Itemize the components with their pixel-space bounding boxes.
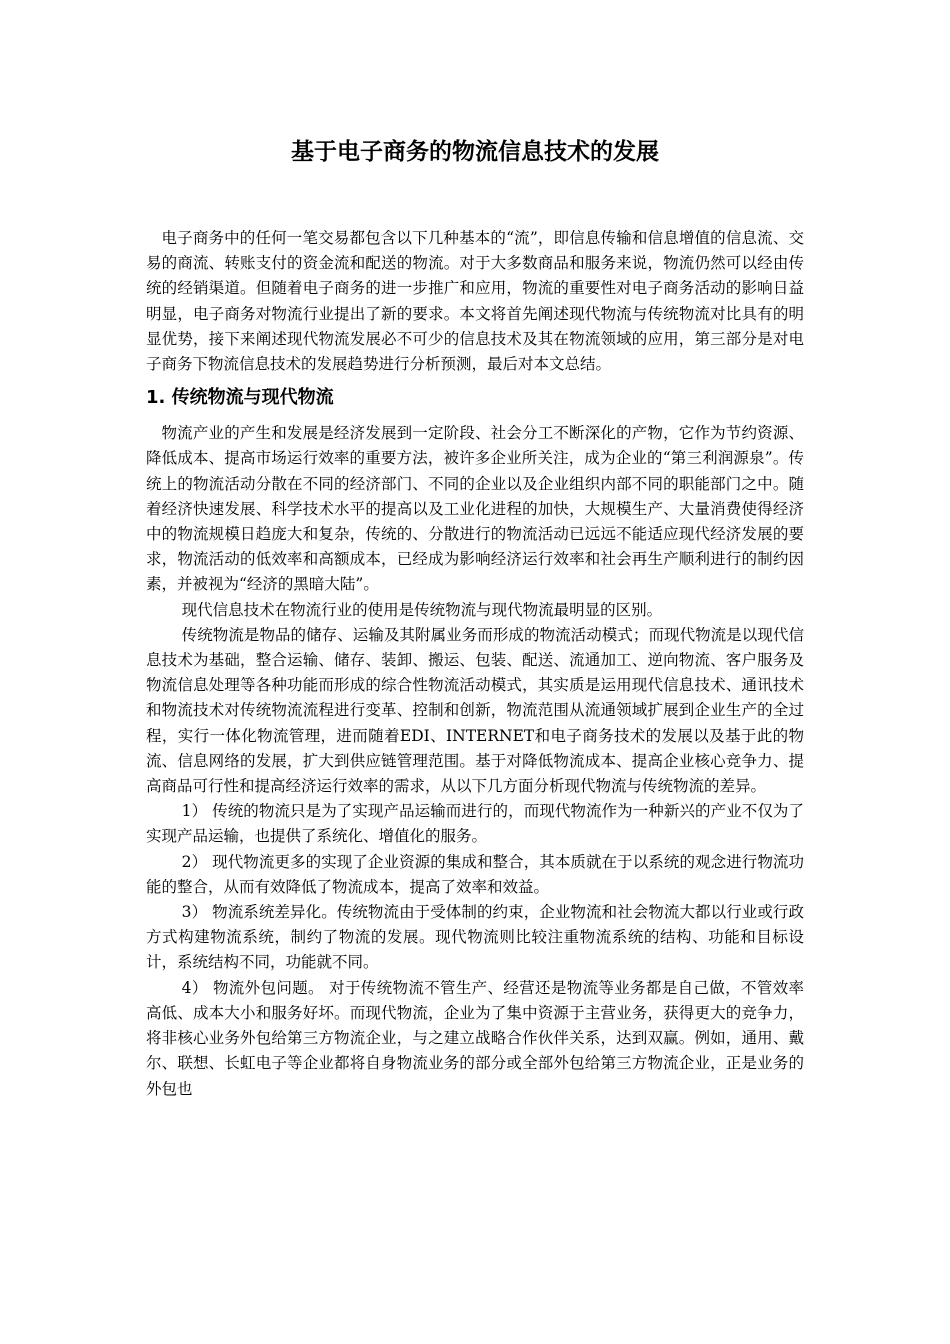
intro-paragraph: 电子商务中的任何一笔交易都包含以下几种基本的“流”，即信息传输和信息增值的信息流、交易的商流、转账支付的资金流和配送的物流。对于大多数商品和服务来说，物流仍然可以经由传统的经销渠道。但随着电子商务的进一步推广和应用，物流的重要性对电子商务活动的影响日益明显，电子商务对物流行业提出了新的要求。本文将首先阐述现代物流与传统物流对比具有的明显优势，接下来阐述现代物流发展必不可少的信息技术及其在物流领域的应用，第三部分是对电子商务下物流信息技术的发展趋势进行分析预测，最后对本文总结。 (146, 229, 804, 374)
body-paragraph: 物流产业的产生和发展是经济发展到一定阶段、社会分工不断深化的产物，它作为节约资源、降低成本、提高市场运行效率的重要方法，被许多企业所关注，成为企业的“第三利润源泉”。传统上的物流活动分散在不同的经济部门、不同的企业以及企业组织内部不同的职能部门之中。随着经济快速发展、科学技术水平的提高以及工业化进程的加快，大规模生产、大量消费使得经济中的物流规模日趋庞大和复杂，传统的、分散进行的物流活动已远远不能适应现代经济发展的要求，物流活动的低效率和高额成本，已经成为影响经济运行效率和社会再生产顺利进行的制约因素，并被视为“经济的黑暗大陆”。 (146, 424, 804, 594)
list-item: 3） 物流系统差异化。传统物流由于受体制的约束，企业物流和社会物流大都以行业或行政方式构建物流系统，制约了物流的发展。现代物流则比较注重物流系统的结构、功能和目标设计，系统结构不同，功能就不同。 (146, 903, 804, 972)
body-paragraph: 传统物流是物品的储存、运输及其附属业务而形成的物流活动模式；而现代物流是以现代信息技术为基础，整合运输、储存、装卸、搬运、包装、配送、流通加工、逆向物流、客户服务及物流信息处理等各种功能而形成的综合性物流活动模式，其实质是运用现代信息技术、通讯技术和物流技术对传统物流流程进行变革、控制和创新，物流范围从流通领域扩展到企业生产的全过程，实行一体化物流管理，进而随着EDI、INTERNET和电子商务技术的发展以及基于此的物流、信息网络的发展，扩大到供应链管理范围。基于对降低物流成本、提高企业核心竞争力、提高商品可行性和提高经济运行效率的需求，从以下几方面分析现代物流与传统物流的差异。 (146, 625, 804, 796)
document-title: 基于电子商务的物流信息技术的发展 (291, 139, 659, 165)
list-item: 2） 现代物流更多的实现了企业资源的集成和整合，其本质就在于以系统的观念进行物流功能的整合，从而有效降低了物流成本，提高了效率和效益。 (146, 852, 804, 896)
document-body (146, 226, 804, 1102)
body-paragraph: 现代信息技术在物流行业的使用是传统物流与现代物流最明显的区别。 (181, 600, 663, 619)
section-heading: 1. 传统物流与现代物流 (146, 387, 334, 409)
list-item: 4） 物流外包问题。 对于传统物流不管生产、经营还是物流等业务都是自己做，不管效率高低、成本大小和服务好坏。而现代物流，企业为了集中资源于主营业务，获得更大的竞争力，将非核心业务外包给第三方物流企业，与之建立战略合作伙伴关系，达到双赢。例如，通用、戴尔、联想、长虹电子等企业都将自身物流业务的部分或全部外包给第三方物流企业，正是业务的外包也 (146, 978, 804, 1098)
list-item: 1） 传统的物流只是为了实现产品运输而进行的，而现代物流作为一种新兴的产业不仅为了实现产品运输，也提供了系统化、增值化的服务。 (146, 802, 804, 846)
